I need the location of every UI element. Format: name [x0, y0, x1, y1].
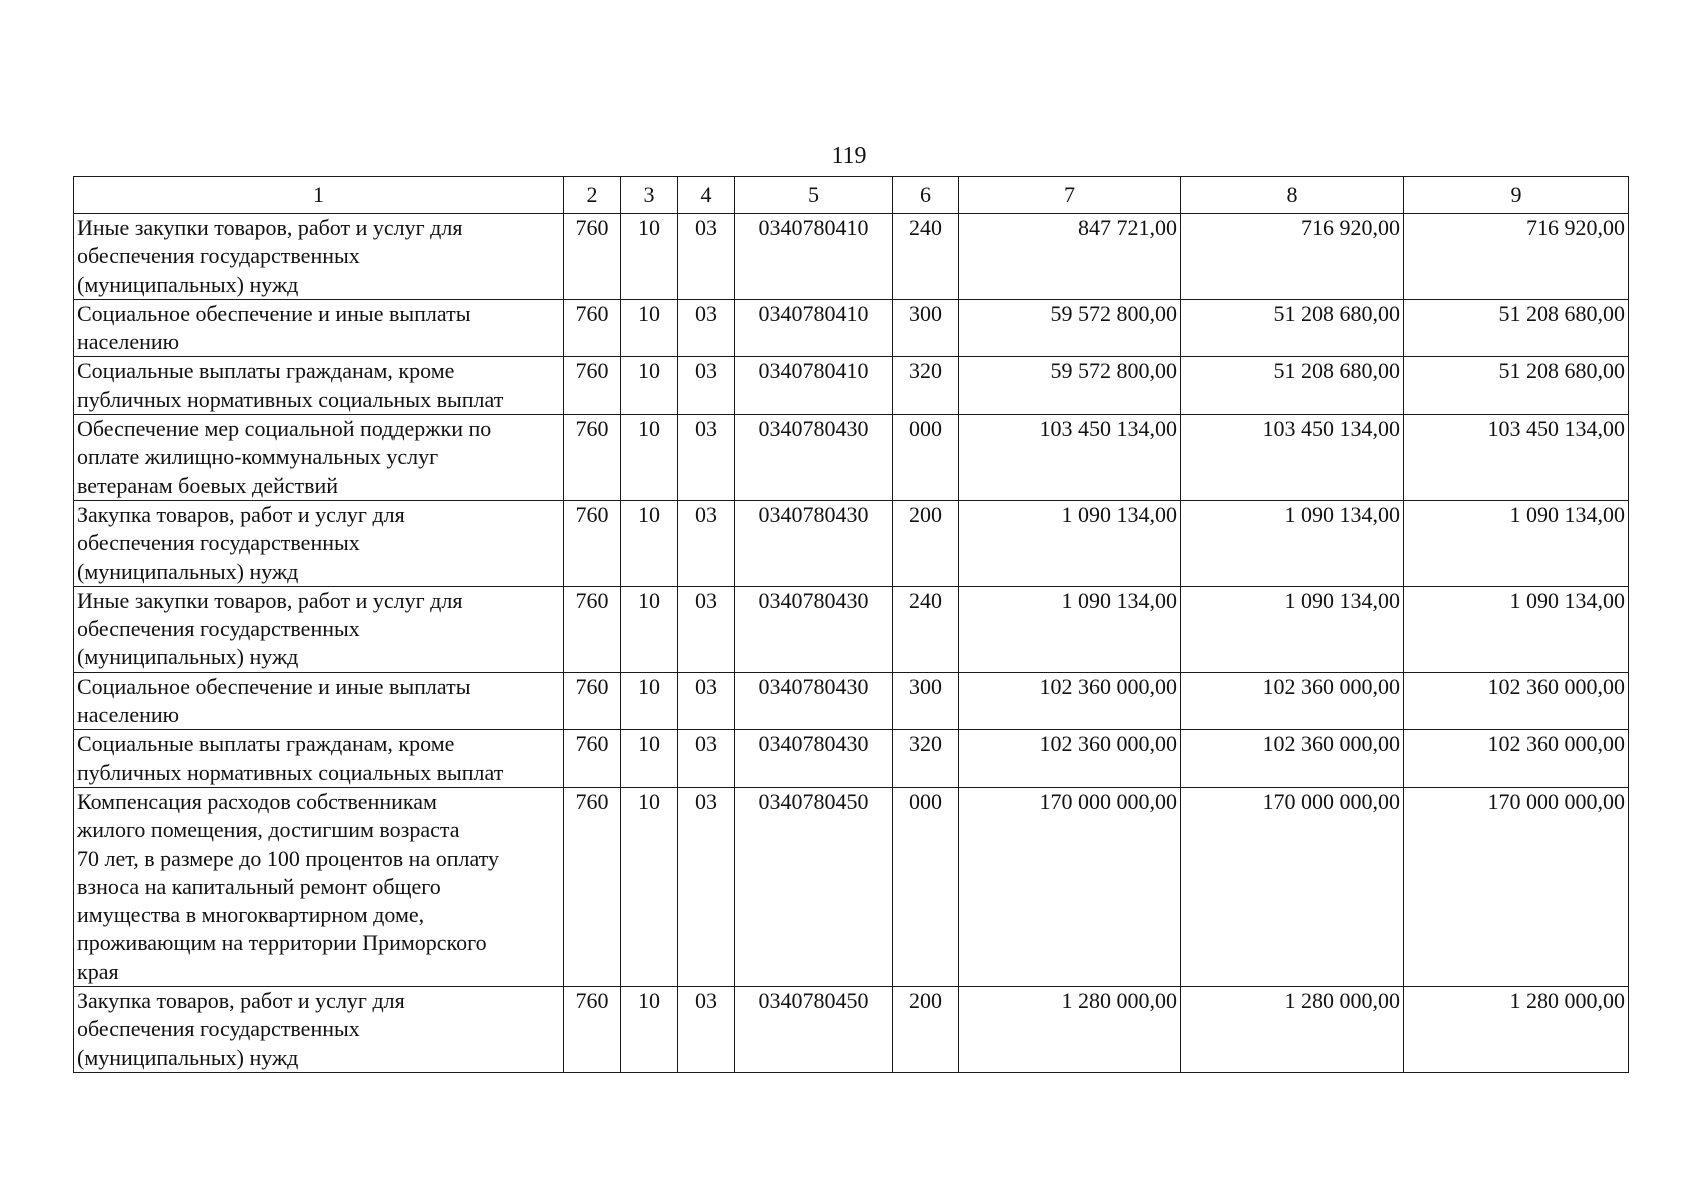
amount-col9-cell: 51 208 680,00 — [1404, 357, 1629, 415]
column-header-1: 1 — [74, 177, 564, 214]
column-header-2: 2 — [564, 177, 621, 214]
subsection-code-cell: 03 — [678, 672, 735, 730]
subsection-code-cell: 03 — [678, 586, 735, 672]
amount-col9-cell: 716 920,00 — [1404, 214, 1629, 300]
amount-col7-cell: 1 090 134,00 — [959, 586, 1181, 672]
amount-col7-cell: 1 090 134,00 — [959, 500, 1181, 586]
table-row — [74, 787, 1629, 986]
amount-col9-cell: 1 280 000,00 — [1404, 987, 1629, 1073]
table-row — [74, 730, 1629, 788]
row-name-cell — [74, 299, 564, 357]
amount-col8-cell: 716 920,00 — [1181, 214, 1404, 300]
amount-col7-cell: 170 000 000,00 — [959, 787, 1181, 986]
row-name-cell — [74, 214, 564, 300]
row-name-cell — [74, 787, 564, 986]
column-header-3: 3 — [621, 177, 678, 214]
row-name-line: (муниципальных) нужд — [77, 558, 299, 584]
header-row — [74, 177, 1629, 214]
row-name-cell — [74, 730, 564, 788]
table-body — [74, 214, 1629, 1073]
table-row — [74, 586, 1629, 672]
amount-col9-cell: 102 360 000,00 — [1404, 672, 1629, 730]
admin-code-cell: 760 — [564, 415, 621, 501]
row-name-cell — [74, 586, 564, 672]
admin-code-cell: 760 — [564, 672, 621, 730]
target-article-cell: 0340780430 — [735, 500, 893, 586]
amount-col8-cell: 1 090 134,00 — [1181, 586, 1404, 672]
row-name-cell — [74, 415, 564, 501]
admin-code-cell: 760 — [564, 987, 621, 1073]
table-row — [74, 299, 1629, 357]
row-name-line: Иные закупки товаров, работ и услуг для — [77, 215, 463, 240]
subsection-code-cell: 03 — [678, 787, 735, 986]
subsection-code-cell: 03 — [678, 214, 735, 300]
table-row — [74, 672, 1629, 730]
amount-col9-cell: 103 450 134,00 — [1404, 415, 1629, 501]
amount-col8-cell: 102 360 000,00 — [1181, 672, 1404, 730]
target-article-cell: 0340780410 — [735, 214, 893, 300]
amount-col7-cell: 102 360 000,00 — [959, 672, 1181, 730]
row-name-line: Социальное обеспечение и иные выплаты — [77, 673, 471, 699]
amount-col9-cell: 1 090 134,00 — [1404, 500, 1629, 586]
subsection-code-cell: 03 — [678, 730, 735, 788]
amount-col7-cell: 103 450 134,00 — [959, 415, 1181, 501]
expense-type-cell: 000 — [893, 415, 959, 501]
amount-col7-cell: 1 280 000,00 — [959, 987, 1181, 1073]
section-code-cell: 10 — [621, 586, 678, 672]
table-row — [74, 500, 1629, 586]
row-name-line: публичных нормативных социальных выплат — [77, 386, 504, 412]
section-code-cell: 10 — [621, 299, 678, 357]
column-header-5: 5 — [735, 177, 893, 214]
admin-code-cell: 760 — [564, 214, 621, 300]
target-article-cell: 0340780430 — [735, 672, 893, 730]
expense-type-cell: 320 — [893, 357, 959, 415]
amount-col8-cell: 170 000 000,00 — [1181, 787, 1404, 986]
row-name-line: Обеспечение мер социальной поддержки по — [77, 416, 492, 442]
row-name-cell — [74, 672, 564, 730]
table-row — [74, 214, 1629, 300]
target-article-cell: 0340780410 — [735, 299, 893, 357]
section-code-cell: 10 — [621, 214, 678, 300]
expense-type-cell: 320 — [893, 730, 959, 788]
row-name-cell — [74, 500, 564, 586]
row-name-line: населению — [77, 702, 180, 728]
amount-col7-cell: 59 572 800,00 — [959, 299, 1181, 357]
section-code-cell: 10 — [621, 787, 678, 986]
admin-code-cell: 760 — [564, 299, 621, 357]
amount-col8-cell: 1 280 000,00 — [1181, 987, 1404, 1073]
expense-type-cell: 000 — [893, 787, 959, 986]
row-name-line: Компенсация расходов собственникам — [77, 788, 437, 814]
table-row — [74, 357, 1629, 415]
page-number: 119 — [831, 143, 867, 169]
expense-type-cell: 240 — [893, 586, 959, 672]
section-code-cell: 10 — [621, 730, 678, 788]
budget-table — [73, 176, 1629, 1073]
amount-col7-cell: 59 572 800,00 — [959, 357, 1181, 415]
amount-col8-cell: 1 090 134,00 — [1181, 500, 1404, 586]
column-header-9: 9 — [1404, 177, 1629, 214]
admin-code-cell: 760 — [564, 787, 621, 986]
amount-col9-cell: 51 208 680,00 — [1404, 299, 1629, 357]
row-name-line: обеспечения государственных — [77, 616, 360, 642]
amount-col9-cell: 102 360 000,00 — [1404, 730, 1629, 788]
expense-type-cell: 240 — [893, 214, 959, 300]
row-name-line: (муниципальных) нужд — [77, 271, 299, 297]
subsection-code-cell: 03 — [678, 415, 735, 501]
row-name-line: Закупка товаров, работ и услуг для — [77, 501, 405, 527]
amount-col7-cell: 847 721,00 — [959, 214, 1181, 300]
subsection-code-cell: 03 — [678, 357, 735, 415]
column-header-4: 4 — [678, 177, 735, 214]
admin-code-cell: 760 — [564, 586, 621, 672]
target-article-cell: 0340780430 — [735, 586, 893, 672]
admin-code-cell: 760 — [564, 730, 621, 788]
row-name-cell — [74, 987, 564, 1073]
row-name-line: проживающим на территории Приморского — [77, 930, 487, 956]
row-name-line: жилого помещения, достигшим возраста — [77, 817, 460, 843]
row-name-line: оплате жилищно-коммунальных услуг — [77, 444, 439, 470]
target-article-cell: 0340780430 — [735, 415, 893, 501]
expense-type-cell: 300 — [893, 672, 959, 730]
column-header-6: 6 — [893, 177, 959, 214]
target-article-cell: 0340780450 — [735, 787, 893, 986]
row-name-line: Социальные выплаты гражданам, кроме — [77, 358, 455, 384]
row-name-line: ветеранам боевых действий — [77, 472, 339, 498]
section-code-cell: 10 — [621, 987, 678, 1073]
row-name-line: взноса на капитальный ремонт общего — [77, 873, 441, 899]
expense-type-cell: 200 — [893, 987, 959, 1073]
section-code-cell: 10 — [621, 500, 678, 586]
amount-col8-cell: 51 208 680,00 — [1181, 299, 1404, 357]
target-article-cell: 0340780430 — [735, 730, 893, 788]
row-name-line: края — [77, 958, 119, 984]
subsection-code-cell: 03 — [678, 500, 735, 586]
table-row — [74, 415, 1629, 501]
table-row — [74, 987, 1629, 1073]
row-name-line: населению — [77, 329, 180, 355]
admin-code-cell: 760 — [564, 357, 621, 415]
row-name-line: Социальные выплаты гражданам, кроме — [77, 731, 455, 757]
row-name-line: (муниципальных) нужд — [77, 1044, 299, 1070]
section-code-cell: 10 — [621, 415, 678, 501]
row-name-line: Иные закупки товаров, работ и услуг для — [77, 587, 463, 613]
section-code-cell: 10 — [621, 672, 678, 730]
amount-col8-cell: 51 208 680,00 — [1181, 357, 1404, 415]
amount-col8-cell: 103 450 134,00 — [1181, 415, 1404, 501]
section-code-cell: 10 — [621, 357, 678, 415]
amount-col9-cell: 170 000 000,00 — [1404, 787, 1629, 986]
expense-type-cell: 300 — [893, 299, 959, 357]
admin-code-cell: 760 — [564, 500, 621, 586]
subsection-code-cell: 03 — [678, 299, 735, 357]
target-article-cell: 0340780410 — [735, 357, 893, 415]
amount-col9-cell: 1 090 134,00 — [1404, 586, 1629, 672]
row-name-line: публичных нормативных социальных выплат — [77, 759, 504, 785]
amount-col7-cell: 102 360 000,00 — [959, 730, 1181, 788]
column-header-7: 7 — [959, 177, 1181, 214]
row-name-line: 70 лет, в размере до 100 процентов на оплату — [77, 845, 499, 871]
row-name-line: обеспечения государственных — [77, 1016, 360, 1042]
row-name-line: Закупка товаров, работ и услуг для — [77, 988, 405, 1014]
expense-type-cell: 200 — [893, 500, 959, 586]
subsection-code-cell: 03 — [678, 987, 735, 1073]
row-name-line: (муниципальных) нужд — [77, 644, 299, 670]
column-header-8: 8 — [1181, 177, 1404, 214]
row-name-cell — [74, 357, 564, 415]
row-name-line: имущества в многоквартирном доме, — [77, 902, 425, 928]
target-article-cell: 0340780450 — [735, 987, 893, 1073]
row-name-line: обеспечения государственных — [77, 530, 360, 556]
row-name-line: Социальное обеспечение и иные выплаты — [77, 300, 471, 326]
row-name-line: обеспечения государственных — [77, 243, 360, 269]
amount-col8-cell: 102 360 000,00 — [1181, 730, 1404, 788]
